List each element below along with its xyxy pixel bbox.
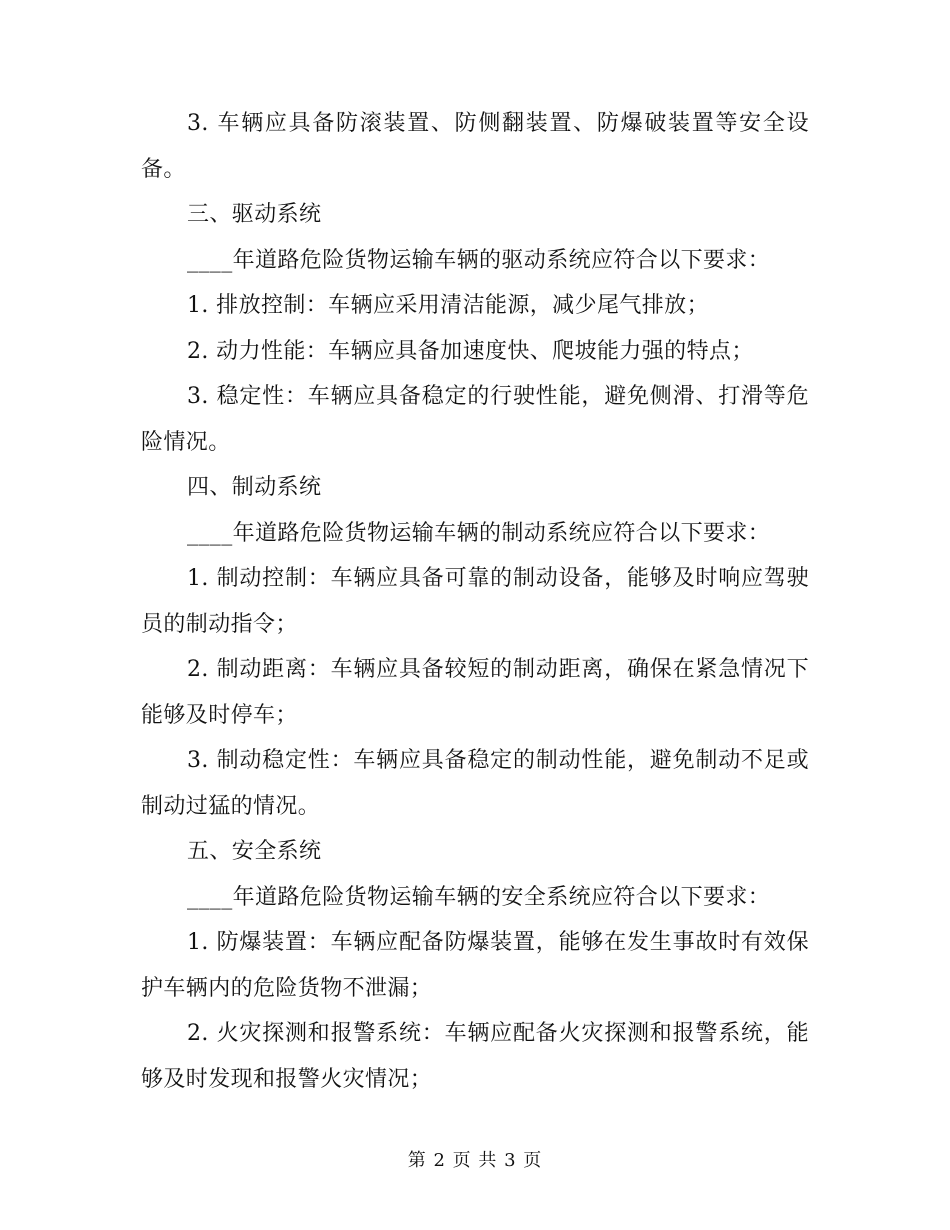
list-item: 2. 火灾探测和报警系统：车辆应配备火灾探测和报警系统，能够及时发现和报警火灾情况；: [141, 1021, 809, 1092]
section-heading: 三、驱动系统: [187, 202, 322, 227]
page-number-footer: 第 2 页 共 3 页: [407, 1150, 543, 1171]
list-item: 3. 车辆应具备防滚装置、防侧翻装置、防爆破装置等安全设备。: [141, 111, 809, 182]
section-heading: 四、制动系统: [187, 475, 322, 500]
section-intro: ____年道路危险货物运输车辆的驱动系统应符合以下要求：: [187, 247, 771, 273]
list-item: 1. 排放控制：车辆应采用清洁能源，减少尾气排放；: [187, 293, 709, 318]
section-heading: 五、安全系统: [187, 839, 322, 864]
list-item: 1. 制动控制：车辆应具备可靠的制动设备，能够及时响应驾驶员的制动指令；: [141, 566, 809, 637]
list-item: 3. 制动稳定性：车辆应具备稳定的制动性能，避免制动不足或制动过猛的情况。: [141, 748, 809, 819]
list-item: 1. 防爆装置：车辆应配备防爆装置，能够在发生事故时有效保护车辆内的危险货物不泄漏；: [141, 930, 809, 1001]
list-item: 3. 稳定性：车辆应具备稳定的行驶性能，避免侧滑、打滑等危险情况。: [141, 384, 809, 455]
list-item: 2. 动力性能：车辆应具备加速度快、爬坡能力强的特点；: [187, 338, 754, 364]
section-intro: ____年道路危险货物运输车辆的制动系统应符合以下要求：: [187, 520, 771, 546]
list-item: 2. 制动距离：车辆应具备较短的制动距离，确保在紧急情况下能够及时停车；: [141, 657, 809, 728]
document-body: [141, 101, 809, 1102]
section-intro: ____年道路危险货物运输车辆的安全系统应符合以下要求：: [187, 884, 771, 910]
